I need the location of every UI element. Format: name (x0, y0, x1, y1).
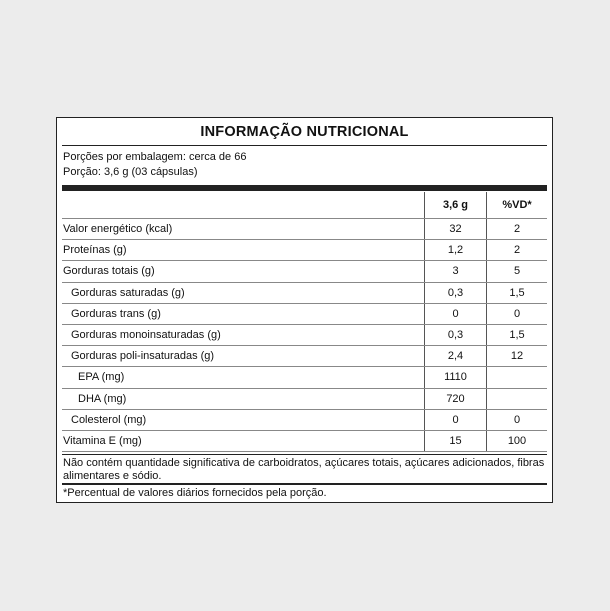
nutrient-row (62, 283, 547, 304)
nutrient-quantity: 0 (424, 304, 486, 324)
nutrient-daily-value: 0 (486, 410, 547, 430)
nutrient-row (62, 325, 547, 346)
nutrient-daily-value: 2 (486, 240, 547, 260)
thick-divider (62, 185, 547, 191)
nutrient-row (62, 431, 547, 452)
nutrient-name: Gorduras saturadas (g) (71, 286, 185, 299)
nutrient-name: Colesterol (mg) (71, 413, 147, 426)
column-header-quantity: 3,6 g (424, 192, 486, 218)
column-header-daily-value: %VD* (486, 192, 547, 218)
nutrient-quantity: 1110 (424, 367, 486, 387)
nutrient-quantity: 720 (424, 389, 486, 409)
nutrient-daily-value: 12 (486, 346, 547, 366)
nutrient-daily-value: 0 (486, 304, 547, 324)
servings-per-package: Porções por embalagem: cerca de 66 (63, 151, 247, 163)
nutrient-row (62, 346, 547, 367)
nutrient-quantity: 0,3 (424, 325, 486, 345)
divider (62, 145, 547, 146)
nutrient-daily-value: 100 (486, 431, 547, 451)
divider (62, 454, 547, 455)
nutrient-daily-value: 1,5 (486, 283, 547, 303)
nutrient-name: Gorduras monoinsaturadas (g) (71, 329, 221, 342)
daily-value-footnote: *Percentual de valores diários fornecidos pela porção. (63, 487, 327, 499)
nutrient-daily-value (486, 367, 547, 387)
nutrient-quantity: 0,3 (424, 283, 486, 303)
nutrient-daily-value (486, 389, 547, 409)
header-blank (63, 192, 421, 218)
nutrient-name: Gorduras poli-insaturadas (g) (71, 350, 215, 363)
nutrient-name: Gorduras totais (g) (63, 265, 155, 278)
label-title: INFORMAÇÃO NUTRICIONAL (200, 124, 409, 140)
nutrient-daily-value: 1,5 (486, 325, 547, 345)
nutrient-quantity: 1,2 (424, 240, 486, 260)
nutrient-daily-value: 2 (486, 219, 547, 239)
nutrient-name: Gorduras trans (g) (71, 307, 161, 320)
nutrient-quantity: 2,4 (424, 346, 486, 366)
nutrient-row (62, 261, 547, 282)
nutrient-row (62, 367, 547, 388)
nutrition-table (62, 192, 547, 452)
nutrient-name: Valor energético (kcal) (63, 223, 173, 236)
nutrient-quantity: 32 (424, 219, 486, 239)
nutrient-quantity: 15 (424, 431, 486, 451)
nutrient-name: DHA (mg) (78, 392, 127, 405)
nutrient-row (62, 304, 547, 325)
nutrition-facts-label (56, 117, 553, 503)
nutrient-row (62, 389, 547, 410)
table-header-row (62, 192, 547, 219)
nutrient-row (62, 410, 547, 431)
not-significant-note: Não contém quantidade significativa de carboidratos, açúcares totais, açúcares adicionados, fibras alimentares e sódio. (63, 457, 545, 482)
nutrient-quantity: 0 (424, 410, 486, 430)
nutrient-name: Vitamina E (mg) (63, 434, 142, 447)
nutrient-daily-value: 5 (486, 261, 547, 281)
divider (62, 483, 547, 485)
nutrient-row (62, 240, 547, 261)
nutrient-name: Proteínas (g) (63, 244, 127, 257)
nutrient-quantity: 3 (424, 261, 486, 281)
serving-size: Porção: 3,6 g (03 cápsulas) (63, 166, 198, 178)
nutrient-name: EPA (mg) (78, 371, 125, 384)
nutrient-row (62, 219, 547, 240)
